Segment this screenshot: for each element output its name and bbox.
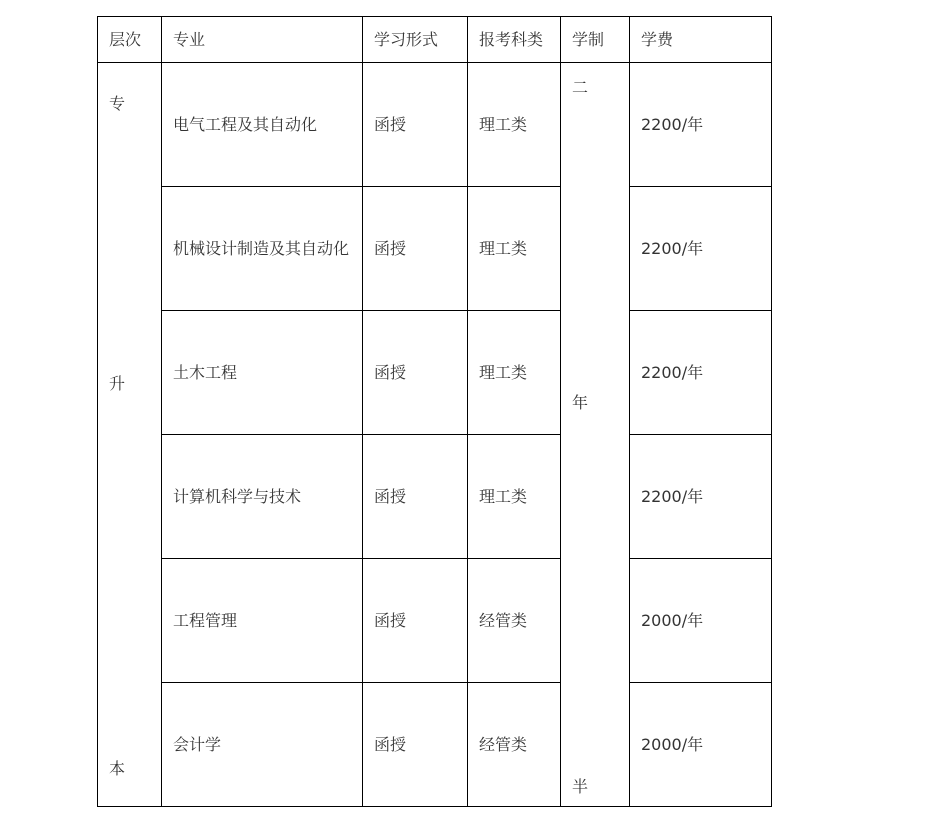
study-mode-cell: 函授 [363,559,468,683]
study-mode-cell: 函授 [363,311,468,435]
duration-char: 年 [572,393,589,412]
header-level: 层次 [98,17,162,63]
study-mode-cell: 函授 [363,187,468,311]
level-char: 本 [109,759,126,778]
fee-cell: 2200/年 [630,311,772,435]
header-fee: 学费 [630,17,772,63]
study-mode-cell: 函授 [363,435,468,559]
study-mode-cell: 函授 [363,63,468,187]
fee-table [97,16,772,807]
table-row [98,435,772,559]
fee-cell: 2000/年 [630,683,772,807]
level-char: 专 [109,94,126,113]
table-row [98,683,772,807]
header-duration: 学制 [561,17,630,63]
fee-cell: 2200/年 [630,435,772,559]
level-cell [98,63,162,807]
category-cell: 理工类 [468,187,561,311]
major-cell: 电气工程及其自动化 [162,63,363,187]
duration-char: 二 [572,78,589,97]
header-study-mode: 学习形式 [363,17,468,63]
category-cell: 理工类 [468,311,561,435]
category-cell: 经管类 [468,559,561,683]
fee-cell: 2200/年 [630,187,772,311]
fee-cell: 2000/年 [630,559,772,683]
category-cell: 理工类 [468,435,561,559]
major-cell: 机械设计制造及其自动化 [162,187,363,311]
fee-cell: 2200/年 [630,63,772,187]
header-major: 专业 [162,17,363,63]
major-cell: 会计学 [162,683,363,807]
major-cell: 工程管理 [162,559,363,683]
duration-char: 半 [572,777,589,796]
header-category: 报考科类 [468,17,561,63]
level-char: 升 [109,374,126,393]
major-cell: 计算机科学与技术 [162,435,363,559]
category-cell: 理工类 [468,63,561,187]
study-mode-cell: 函授 [363,683,468,807]
category-cell: 经管类 [468,683,561,807]
major-cell: 土木工程 [162,311,363,435]
table-row [98,559,772,683]
table-row [98,63,772,187]
table-row [98,311,772,435]
table-row [98,187,772,311]
duration-cell [561,63,630,807]
table-header-row [98,17,772,63]
